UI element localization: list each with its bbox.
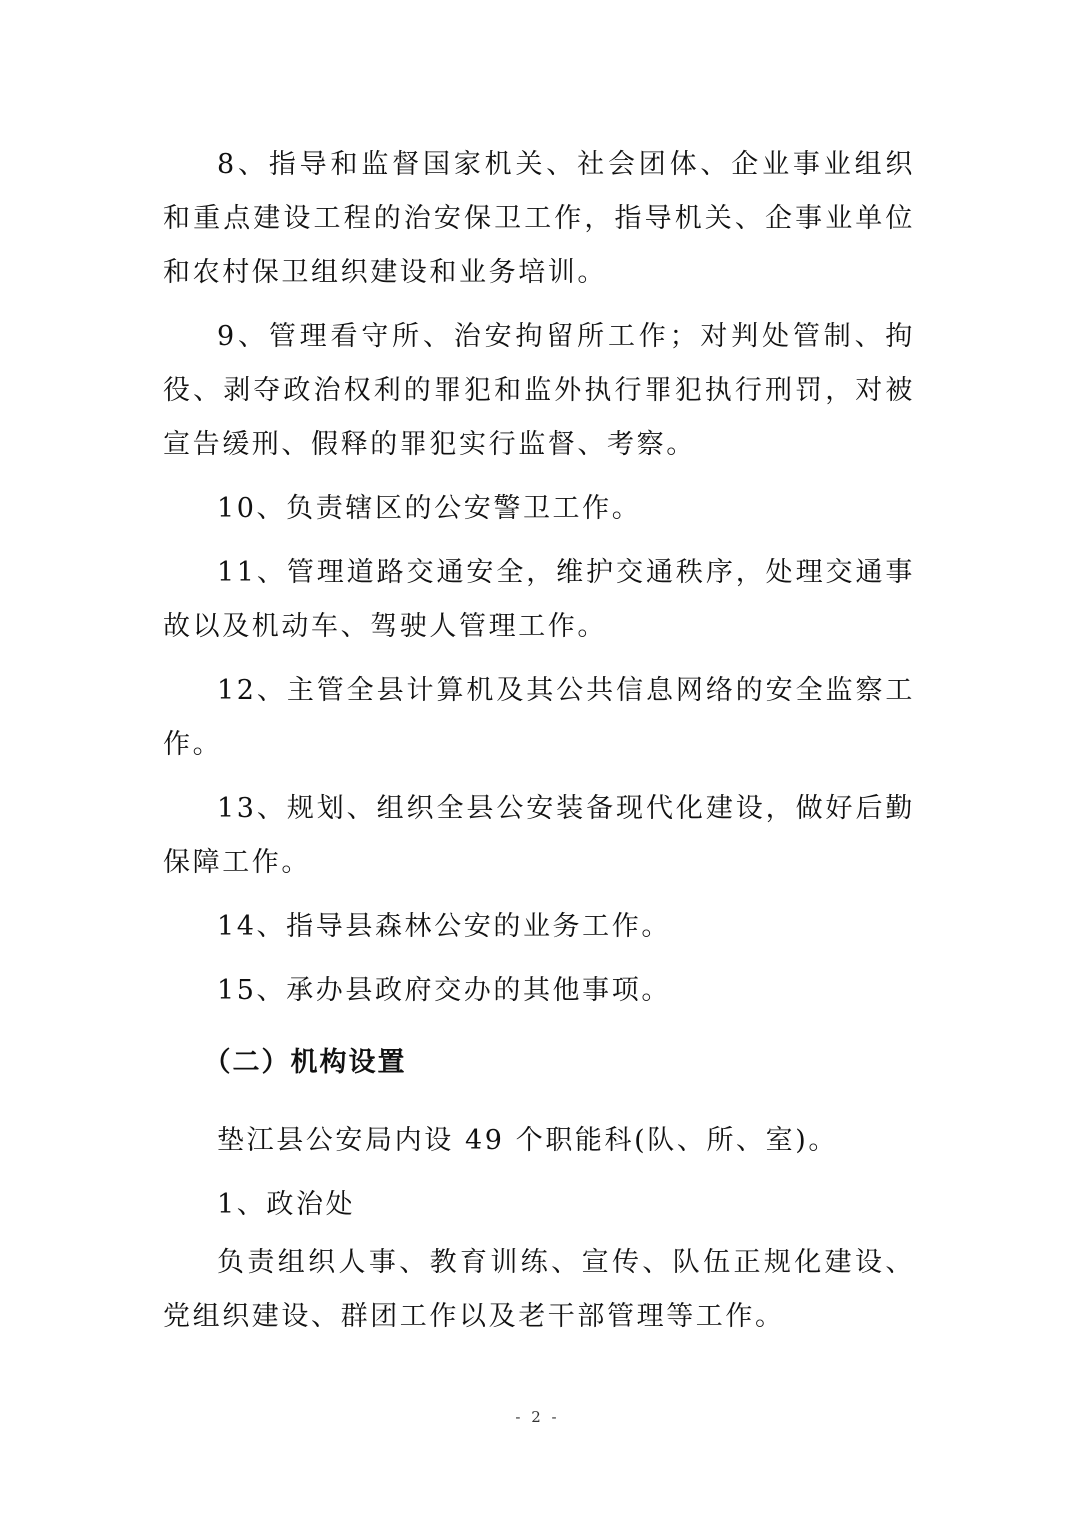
- subsection-title: 1、政治处: [217, 1189, 356, 1220]
- paragraph-item-15: 15、承办县政府交办的其他事项。: [217, 975, 671, 1006]
- subsection-description: 负责组织人事、教育训练、宣传、队伍正规化建设、党组织建设、群团工作以及老干部管理等工作。: [163, 1247, 915, 1332]
- section-heading: （二）机构设置: [203, 1047, 407, 1078]
- document-body: [163, 138, 915, 1344]
- paragraph-item-10: 10、负责辖区的公安警卫工作。: [217, 493, 642, 524]
- page-number: - 2 -: [515, 1408, 560, 1426]
- paragraph-item-11: 11、管理道路交通安全，维护交通秩序，处理交通事故以及机动车、驾驶人管理工作。: [163, 557, 915, 642]
- paragraph-item-9: 9、管理看守所、治安拘留所工作；对判处管制、拘役、剥夺政治权利的罪犯和监外执行罪犯执行刑罚，对被宣告缓刑、假释的罪犯实行监督、考察。: [163, 321, 915, 460]
- paragraph-item-13: 13、规划、组织全县公安装备现代化建设，做好后勤保障工作。: [163, 793, 915, 878]
- section-intro-paragraph: 垫江县公安局内设 49 个职能科(队、所、室)。: [217, 1125, 838, 1156]
- paragraph-item-12: 12、主管全县计算机及其公共信息网络的安全监察工作。: [163, 675, 915, 760]
- paragraph-item-8: 8、指导和监督国家机关、社会团体、企业事业组织和重点建设工程的治安保卫工作，指导机关、企事业单位和农村保卫组织建设和业务培训。: [163, 149, 915, 288]
- paragraph-item-14: 14、指导县森林公安的业务工作。: [217, 911, 671, 942]
